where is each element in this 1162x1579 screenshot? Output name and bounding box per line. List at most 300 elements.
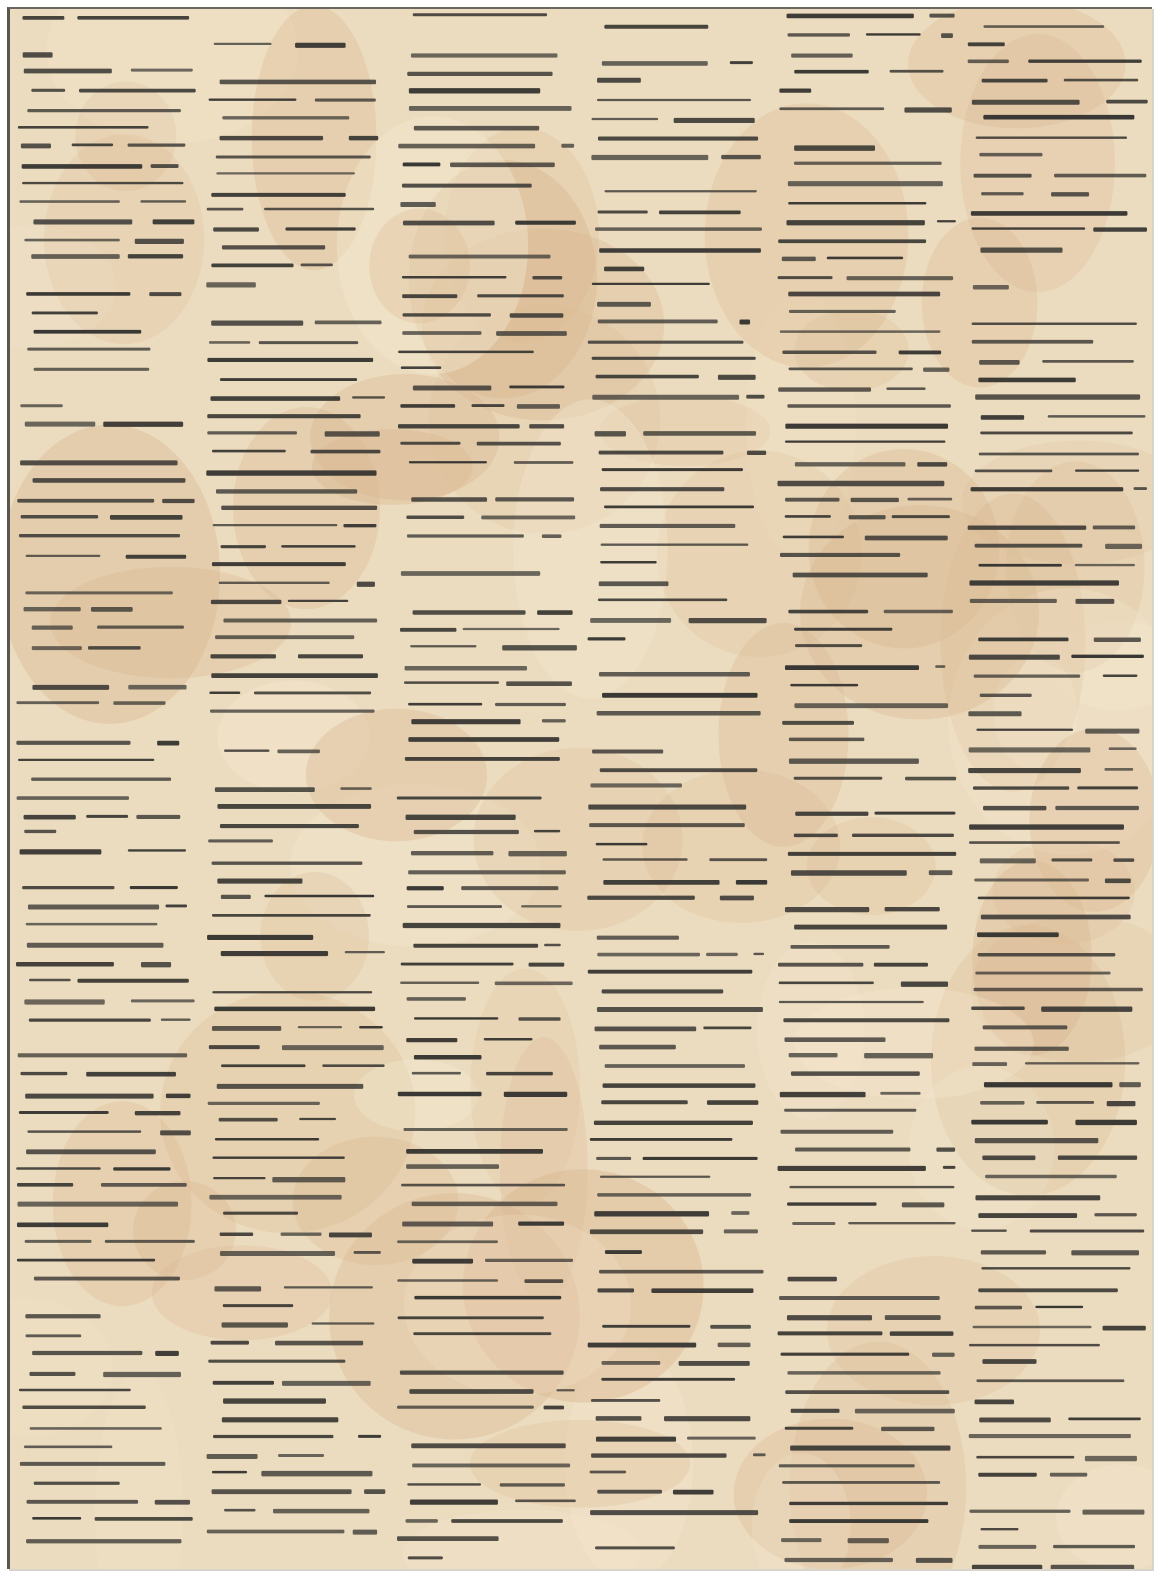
rug-stroke xyxy=(739,320,750,325)
rug-stroke xyxy=(937,220,956,222)
rug-stroke xyxy=(602,1325,690,1328)
rug-stroke xyxy=(34,368,150,371)
rug-stroke xyxy=(91,607,133,612)
rug-stroke xyxy=(414,1017,498,1019)
rug-stroke xyxy=(20,460,177,465)
rug-stroke xyxy=(865,536,948,541)
rug-stroke xyxy=(971,227,1085,229)
rug-stroke xyxy=(1103,674,1138,676)
rug-stroke xyxy=(22,16,64,20)
rug-stroke xyxy=(211,600,282,604)
rug-stroke xyxy=(131,999,195,1002)
rug-stroke xyxy=(17,1202,178,1207)
rug-stroke xyxy=(221,895,251,899)
rug-stroke xyxy=(1064,79,1139,82)
rug-stroke xyxy=(978,1473,1037,1477)
rug-stroke xyxy=(403,1128,567,1131)
wash-patch xyxy=(960,34,1115,292)
rug-stroke xyxy=(207,358,373,362)
rug-stroke xyxy=(1109,747,1137,750)
rug-stroke xyxy=(213,1435,333,1438)
rug-stroke xyxy=(979,360,1019,365)
rug-stroke xyxy=(517,404,560,409)
rug-stroke xyxy=(155,1500,190,1505)
rug-stroke xyxy=(219,1118,278,1122)
wash-patch xyxy=(470,969,580,1205)
rug-stroke xyxy=(212,1026,281,1031)
rug-stroke xyxy=(790,684,858,686)
rug-stroke xyxy=(1103,1326,1146,1331)
rug-stroke xyxy=(709,858,767,861)
rug-stroke xyxy=(408,870,566,874)
rug-stroke xyxy=(22,886,114,889)
rug-stroke xyxy=(588,804,746,809)
rug-stroke xyxy=(208,1360,345,1363)
rug-stroke xyxy=(207,935,313,940)
rug-stroke xyxy=(208,1102,320,1105)
rug-stroke xyxy=(409,106,572,111)
rug-stroke xyxy=(703,1026,751,1029)
rug-stroke xyxy=(590,1471,627,1474)
rug-stroke xyxy=(789,758,919,763)
rug-stroke xyxy=(131,69,193,72)
rug-stroke xyxy=(975,1306,1022,1310)
rug-stroke xyxy=(597,953,700,957)
rug-stroke xyxy=(600,561,657,563)
rug-stroke xyxy=(17,796,129,800)
rug-stroke xyxy=(783,1018,949,1022)
rug-stroke xyxy=(1050,1473,1087,1477)
rug-stroke xyxy=(278,1454,324,1457)
rug-stroke xyxy=(788,33,850,36)
rug-stroke xyxy=(1077,786,1138,789)
rug-stroke xyxy=(26,1539,181,1543)
wash-patch xyxy=(473,748,682,931)
rug-stroke xyxy=(590,1229,703,1234)
rug-stroke xyxy=(595,431,626,436)
rug-stroke xyxy=(781,1538,821,1542)
rug-stroke xyxy=(789,1502,948,1505)
rug-stroke xyxy=(217,804,371,809)
rug-stroke xyxy=(532,276,562,279)
rug-stroke xyxy=(790,945,889,949)
rug-stroke xyxy=(397,1536,499,1541)
rug-stroke xyxy=(827,257,903,260)
rug-stroke xyxy=(780,330,941,332)
rug-stroke xyxy=(33,478,186,483)
rug-stroke xyxy=(730,61,753,64)
wash-patch xyxy=(827,1256,1040,1405)
rug-stroke xyxy=(975,1400,1014,1405)
rug-stroke xyxy=(496,331,567,336)
rug-stroke xyxy=(1085,729,1139,734)
rug-stroke xyxy=(736,880,767,885)
rug-stroke xyxy=(746,395,764,399)
rug-stroke xyxy=(590,783,681,787)
rug-stroke xyxy=(222,245,325,249)
rug-stroke xyxy=(221,951,328,956)
rug-stroke xyxy=(28,905,159,910)
rug-stroke xyxy=(1071,1250,1139,1255)
rug-stroke xyxy=(322,1064,384,1067)
rug-stroke xyxy=(597,99,751,101)
rug-stroke xyxy=(209,1195,341,1200)
rug-stroke xyxy=(408,703,482,706)
rug-stroke xyxy=(1094,1213,1136,1216)
rug-stroke xyxy=(982,1359,1036,1364)
rug-stroke xyxy=(792,1222,835,1225)
rug-stroke xyxy=(295,43,346,48)
rug-stroke xyxy=(219,582,330,584)
rug-stroke xyxy=(1105,878,1131,883)
rug-stroke xyxy=(847,276,954,280)
rug-stroke xyxy=(217,878,302,883)
rug-stroke xyxy=(220,1251,335,1256)
rug-stroke xyxy=(598,210,648,213)
rug-stroke xyxy=(345,951,385,953)
rug-stroke xyxy=(364,1489,385,1494)
rug-stroke xyxy=(855,1409,955,1414)
rug-stroke xyxy=(128,254,183,258)
rug-stroke xyxy=(518,1017,560,1021)
rug-stroke xyxy=(412,1202,558,1206)
rug-stroke xyxy=(979,153,1042,156)
rug-stroke xyxy=(207,1454,258,1459)
rug-stroke xyxy=(34,1482,120,1485)
rug-stroke xyxy=(795,1148,910,1152)
rug-stroke xyxy=(514,461,574,464)
rug-stroke xyxy=(599,581,669,586)
rug-stroke xyxy=(217,1084,364,1089)
rug-stroke xyxy=(643,1157,758,1160)
rug-stroke xyxy=(849,515,886,519)
rug-stroke xyxy=(978,1288,1118,1292)
wash-patch xyxy=(795,309,909,391)
rug-stroke xyxy=(259,341,358,344)
rug-stroke xyxy=(981,915,1131,920)
rug-stroke xyxy=(215,635,354,639)
rug-stroke xyxy=(598,599,727,602)
rug-stroke xyxy=(404,681,499,683)
rug-stroke xyxy=(588,341,744,344)
rug-stroke xyxy=(161,1019,191,1021)
rug-stroke xyxy=(598,137,758,141)
rug-stroke xyxy=(866,33,921,35)
rug-stroke xyxy=(405,757,560,761)
rug-stroke xyxy=(780,1130,893,1134)
rug-stroke xyxy=(941,33,953,38)
rug-stroke xyxy=(524,1279,563,1283)
rug-stroke xyxy=(216,156,371,159)
rug-stroke xyxy=(598,320,718,324)
rug-stroke xyxy=(340,787,371,790)
rug-stroke xyxy=(778,276,833,279)
rug-stroke xyxy=(26,292,130,296)
rug-stroke xyxy=(778,1166,926,1171)
rug-stroke xyxy=(521,905,562,907)
rug-stroke xyxy=(890,1331,954,1335)
rug-stroke xyxy=(312,1322,375,1324)
rug-stroke xyxy=(603,858,688,860)
rug-stroke xyxy=(405,666,527,670)
rug-stroke xyxy=(215,787,315,792)
rug-stroke xyxy=(206,282,256,287)
rug-stroke xyxy=(21,515,98,519)
rug-stroke xyxy=(221,1064,305,1067)
rug-stroke xyxy=(597,711,761,715)
rug-stroke xyxy=(207,1530,345,1534)
rug-stroke xyxy=(974,1047,1068,1051)
rug-stroke xyxy=(206,470,376,475)
rug-stroke xyxy=(689,618,767,623)
rug-stroke xyxy=(605,1250,642,1254)
rug-stroke xyxy=(254,692,371,695)
rug-stroke xyxy=(25,1094,153,1099)
rug-stroke xyxy=(779,1296,940,1300)
rug-stroke xyxy=(16,962,114,966)
rug-stroke xyxy=(1025,1062,1139,1064)
rug-stroke xyxy=(747,451,766,455)
rug-stroke xyxy=(213,1177,265,1179)
rug-stroke xyxy=(1075,1120,1137,1125)
rug-stroke xyxy=(724,1229,758,1233)
rug-stroke xyxy=(976,1379,1124,1382)
rug-stroke xyxy=(969,580,1119,585)
rug-stroke xyxy=(1093,227,1147,231)
rug-stroke xyxy=(592,357,756,360)
rug-stroke xyxy=(343,524,376,527)
rug-stroke xyxy=(943,1166,956,1169)
rug-stroke xyxy=(211,193,345,197)
rug-stroke xyxy=(969,824,1124,829)
rug-stroke xyxy=(31,254,119,259)
rug-stroke xyxy=(221,506,377,510)
rug-stroke xyxy=(298,654,363,658)
rug-stroke xyxy=(495,497,574,501)
rug-stroke xyxy=(1071,655,1144,658)
rug-stroke xyxy=(603,880,719,885)
rug-stroke xyxy=(406,1519,438,1523)
rug-stroke xyxy=(556,1389,574,1391)
rug-stroke xyxy=(221,545,266,548)
rug-stroke xyxy=(604,267,644,272)
rug-stroke xyxy=(664,1416,750,1421)
rug-stroke xyxy=(785,665,919,670)
rug-stroke xyxy=(788,610,868,614)
rug-stroke xyxy=(1106,100,1147,104)
rug-stroke xyxy=(223,1212,298,1215)
rug-stroke xyxy=(27,943,164,948)
rug-stroke xyxy=(591,1453,726,1457)
rug-stroke xyxy=(590,1510,758,1515)
rug-stroke xyxy=(214,1007,375,1011)
rug-stroke xyxy=(27,1500,139,1504)
rug-stroke xyxy=(282,1381,371,1386)
rug-stroke xyxy=(223,1398,326,1403)
rug-stroke xyxy=(604,25,708,29)
rug-stroke xyxy=(793,573,928,578)
rug-stroke xyxy=(975,1195,1100,1200)
rug-stroke xyxy=(980,431,1132,434)
rug-stroke xyxy=(222,1322,288,1327)
rug-stroke xyxy=(905,777,956,781)
rug-stroke xyxy=(212,562,346,566)
rug-stroke xyxy=(285,227,355,230)
rug-stroke xyxy=(329,1233,372,1238)
rug-stroke xyxy=(166,1094,191,1098)
rug-stroke xyxy=(791,1409,840,1413)
rug-stroke xyxy=(212,1471,247,1473)
rug-stroke xyxy=(778,963,863,967)
rug-stroke xyxy=(791,53,853,57)
rug-stroke xyxy=(401,571,540,576)
rug-stroke xyxy=(402,294,457,298)
rug xyxy=(7,7,1152,1569)
rug-stroke xyxy=(126,555,186,559)
rug-stroke xyxy=(406,1038,457,1042)
rug-stroke xyxy=(544,1406,564,1410)
rug-stroke xyxy=(412,1072,461,1075)
rug-stroke xyxy=(411,53,558,57)
rug-stroke xyxy=(971,211,1128,216)
rug-stroke xyxy=(207,414,360,418)
rug-stroke xyxy=(596,843,648,846)
rug-stroke xyxy=(597,1193,751,1196)
rug-stroke xyxy=(504,1092,567,1097)
wash-patch xyxy=(369,209,470,324)
rug-stroke xyxy=(34,330,142,334)
rug-stroke xyxy=(273,1509,369,1513)
rug-stroke xyxy=(1113,858,1134,861)
rug-stroke xyxy=(408,1556,443,1559)
rug-stroke xyxy=(403,923,561,928)
rug-stroke xyxy=(20,1462,166,1466)
rug-stroke xyxy=(410,1499,498,1504)
rug-stroke xyxy=(785,498,839,502)
rug-stroke xyxy=(32,1517,81,1520)
rug-stroke xyxy=(34,1277,180,1281)
rug-stroke xyxy=(594,1211,709,1216)
rug-stroke xyxy=(789,310,896,313)
rug-stroke xyxy=(29,1019,151,1022)
rug-stroke xyxy=(212,862,363,865)
rug-stroke xyxy=(403,221,495,226)
rug-stroke xyxy=(1035,1306,1083,1308)
rug-stroke xyxy=(407,1483,481,1485)
rug-stroke xyxy=(208,839,273,842)
rug-stroke xyxy=(976,729,1073,731)
rug-stroke xyxy=(980,1101,1024,1105)
rug-stroke xyxy=(848,1222,955,1224)
rug-stroke xyxy=(1068,1417,1141,1420)
rug-stroke xyxy=(33,219,132,224)
rug-stroke xyxy=(284,1286,373,1288)
rug-stroke xyxy=(1094,637,1141,641)
rug-stroke xyxy=(778,387,871,391)
rug-stroke xyxy=(105,1240,195,1243)
rug-stroke xyxy=(22,182,183,184)
rug-stroke xyxy=(21,144,51,149)
rug-stroke xyxy=(605,1064,745,1068)
rug-stroke xyxy=(410,645,476,647)
rug-stroke xyxy=(400,628,456,632)
rug-stroke xyxy=(153,219,195,224)
rug-stroke xyxy=(788,181,943,186)
rug-stroke xyxy=(980,247,1062,252)
rug-stroke xyxy=(157,741,179,746)
rug-stroke xyxy=(1051,1565,1134,1569)
rug-stroke xyxy=(24,1446,112,1449)
rug-stroke xyxy=(795,812,868,816)
rug-stroke xyxy=(969,1434,1131,1438)
rug-stroke xyxy=(599,248,761,252)
rug-stroke xyxy=(1134,487,1147,490)
rug-stroke xyxy=(211,673,378,678)
rug-stroke xyxy=(720,896,754,901)
rug-stroke xyxy=(603,1083,756,1087)
rug-stroke xyxy=(588,1343,697,1348)
rug-stroke xyxy=(151,164,179,168)
rug-stroke xyxy=(72,144,113,147)
rug-stroke xyxy=(643,431,756,436)
rug-stroke xyxy=(165,905,187,908)
rug-stroke xyxy=(875,812,956,815)
rug-stroke xyxy=(32,626,73,630)
rug-stroke xyxy=(529,424,564,428)
rug-stroke xyxy=(707,1100,758,1105)
rug-stroke xyxy=(31,778,171,781)
rug-stroke xyxy=(985,1175,1117,1178)
rug-stroke xyxy=(785,424,948,429)
rug-stroke xyxy=(403,313,491,316)
rug-stroke xyxy=(687,1437,756,1440)
rug-stroke xyxy=(679,1361,750,1366)
rug-stroke xyxy=(486,1072,553,1076)
rug-stroke xyxy=(731,1211,749,1215)
rug-stroke xyxy=(406,815,516,820)
rug-stroke xyxy=(980,1528,1018,1530)
rug-stroke xyxy=(25,1314,100,1318)
rug-stroke xyxy=(222,116,349,119)
rug-stroke xyxy=(968,526,1087,530)
rug-stroke xyxy=(413,610,526,614)
rug-stroke xyxy=(397,796,542,799)
rug-stroke xyxy=(213,524,338,526)
rug-stroke xyxy=(214,43,272,45)
rug-stroke xyxy=(978,1213,1077,1218)
rug-stroke xyxy=(880,1092,920,1095)
rug-stroke xyxy=(983,115,1134,120)
rug-stroke xyxy=(978,1545,1036,1549)
rug-stroke xyxy=(594,1121,753,1125)
rug-stroke xyxy=(600,487,724,491)
rug-stroke xyxy=(901,981,948,986)
rug-stroke xyxy=(864,1053,933,1058)
rug-stroke xyxy=(783,536,844,539)
rug-stroke xyxy=(398,1092,482,1096)
rug-stroke xyxy=(414,1296,561,1299)
rug-stroke xyxy=(972,1565,1042,1569)
rug-stroke xyxy=(79,89,196,93)
rug-stroke xyxy=(779,1001,924,1003)
rug-stroke xyxy=(923,367,949,371)
rug-stroke xyxy=(981,192,1023,195)
rug-stroke xyxy=(1058,1156,1137,1160)
rug-stroke xyxy=(885,907,940,911)
rug-stroke xyxy=(1030,1230,1144,1233)
rug-stroke xyxy=(935,665,945,668)
rug-stroke xyxy=(936,1148,955,1152)
